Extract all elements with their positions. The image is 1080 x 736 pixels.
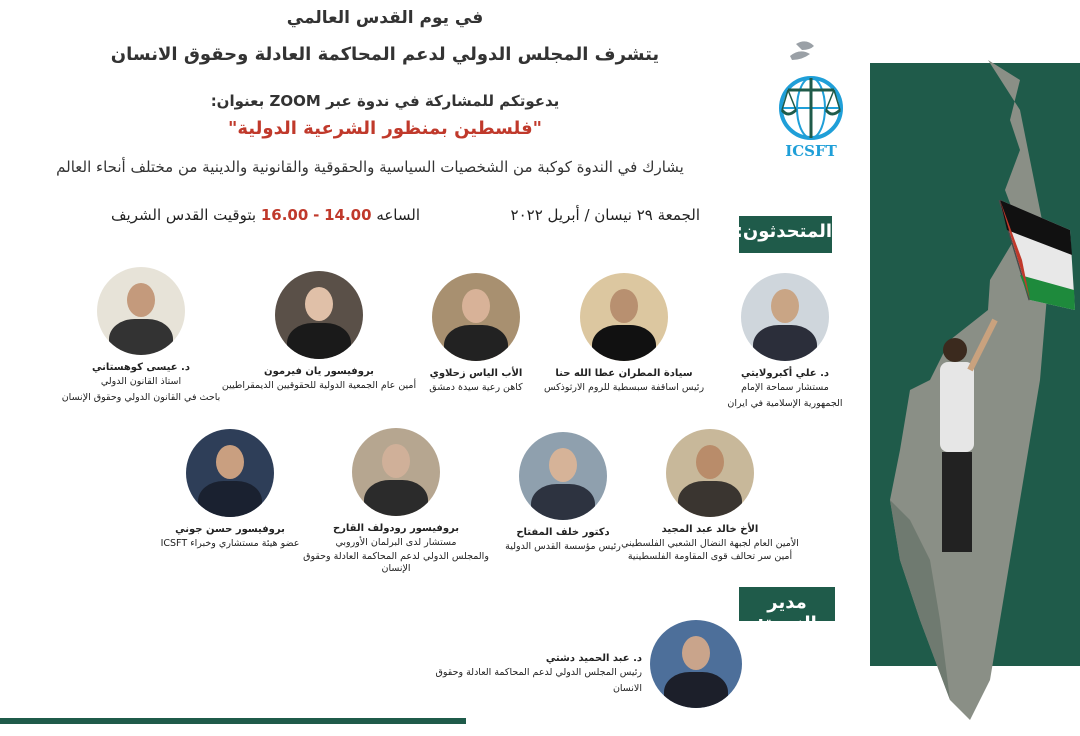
moderator-text [420, 652, 642, 697]
avatar [352, 428, 440, 516]
speaker-card [130, 429, 330, 552]
event-time [80, 206, 420, 224]
bottom-accent-line [0, 718, 466, 724]
header-line-3: يدعوتكم للمشاركة في ندوة عبر ZOOM بعنوان: [210, 92, 560, 110]
speaker-name: سيادة المطران عطا الله حنا [555, 368, 693, 379]
speaker-name: د. عيسى كوهستاني [91, 362, 190, 373]
time-start: 14.00 [324, 206, 372, 224]
speaker-role: أمين عام الجمعية الدولية للحقوقيين الديمقراطيين [221, 380, 417, 391]
avatar [97, 267, 185, 355]
speakers-label: المتحدثون: [739, 216, 832, 253]
header-line-1: في يوم القدس العالمي [286, 8, 484, 28]
time-end: 16.00 [260, 206, 309, 224]
avatar [666, 429, 754, 517]
event-date: الجمعة ٢٩ نيسان / أبريل ٢٠٢٢ [510, 206, 700, 224]
speaker-card [219, 271, 419, 394]
header-line-4: يشارك في الندوة كوكبة من الشخصيات السياسية والحقوقية والقانونية والدينية من مختلف أنحاء العالم [56, 158, 684, 176]
speaker-role: الأمين العام لجبهة النضال الشعبي الفلسطيني [621, 538, 799, 549]
speaker-role-2: أمين سر تحالف قوى المقاومة الفلسطينية [627, 551, 793, 562]
speaker-role: مستشار لدى البرلمان الأوروبي [335, 537, 457, 548]
moderator-avatar [650, 620, 742, 708]
moderator-role: رئيس المجلس الدولي لدعم المحاكمة العادلة وحقوق الانسان [435, 667, 642, 694]
header-line-2: يتشرف المجلس الدولي لدعم المحاكمة العادلة وحقوق الانسان [110, 44, 660, 65]
moderator-name: د. عبد الحميد دشتي [545, 653, 642, 664]
speaker-name: دكتور خلف المفتاح [516, 527, 610, 538]
speaker-name: الأب الياس زحلاوي [429, 368, 523, 379]
avatar [275, 271, 363, 359]
avatar [741, 273, 829, 361]
speaker-role-2: الجمهورية الإسلامية في ايران [727, 398, 843, 409]
speaker-role-2: باحث في القانون الدولي وحقوق الإنسان [61, 392, 221, 403]
speaker-role: رئيس اساقفة سبسطية للروم الارثوذكس [543, 382, 705, 393]
seminar-title: "فلسطين بمنظور الشرعية الدولية" [228, 118, 542, 139]
speaker-name: بروفيسور يان فيرمون [264, 366, 374, 377]
avatar [580, 273, 668, 361]
speaker-role-2: والمجلس الدولي لدعم المحاكمة العادلة وحقوق الإنسان [303, 551, 489, 574]
speaker-role: عضو هيئة مستشاري وخبراء ICSFT [160, 538, 300, 549]
icsft-logo [766, 38, 856, 168]
avatar [186, 429, 274, 517]
speaker-name: بروفيسور رودولف القارح [332, 523, 460, 534]
speaker-role: استاذ القانون الدولي [100, 376, 182, 387]
time-prefix: الساعه [376, 206, 420, 224]
speaker-card [41, 267, 241, 406]
speaker-name: الأخ خالد عبد المجيد [661, 524, 759, 535]
moderator-label: مدير الندوة: [739, 587, 835, 621]
speaker-role: مستشار سماحة الإمام [741, 382, 829, 393]
time-suffix: بتوقيت القدس الشريف [111, 206, 257, 224]
speaker-role: رئيس مؤسسة القدس الدولية [505, 541, 621, 552]
speaker-name: بروفيسور حسن جوني [175, 524, 285, 535]
speaker-name: د. علي أكبرولايتي [740, 368, 830, 379]
avatar [432, 273, 520, 361]
speaker-role: كاهن رعية سيدة دمشق [429, 382, 523, 393]
time-separator: - [313, 206, 320, 224]
dove-scales-logo-icon [766, 38, 856, 142]
avatar [519, 432, 607, 520]
palestine-map-icon [870, 60, 1080, 720]
logo-text: ICSFT [785, 142, 837, 160]
